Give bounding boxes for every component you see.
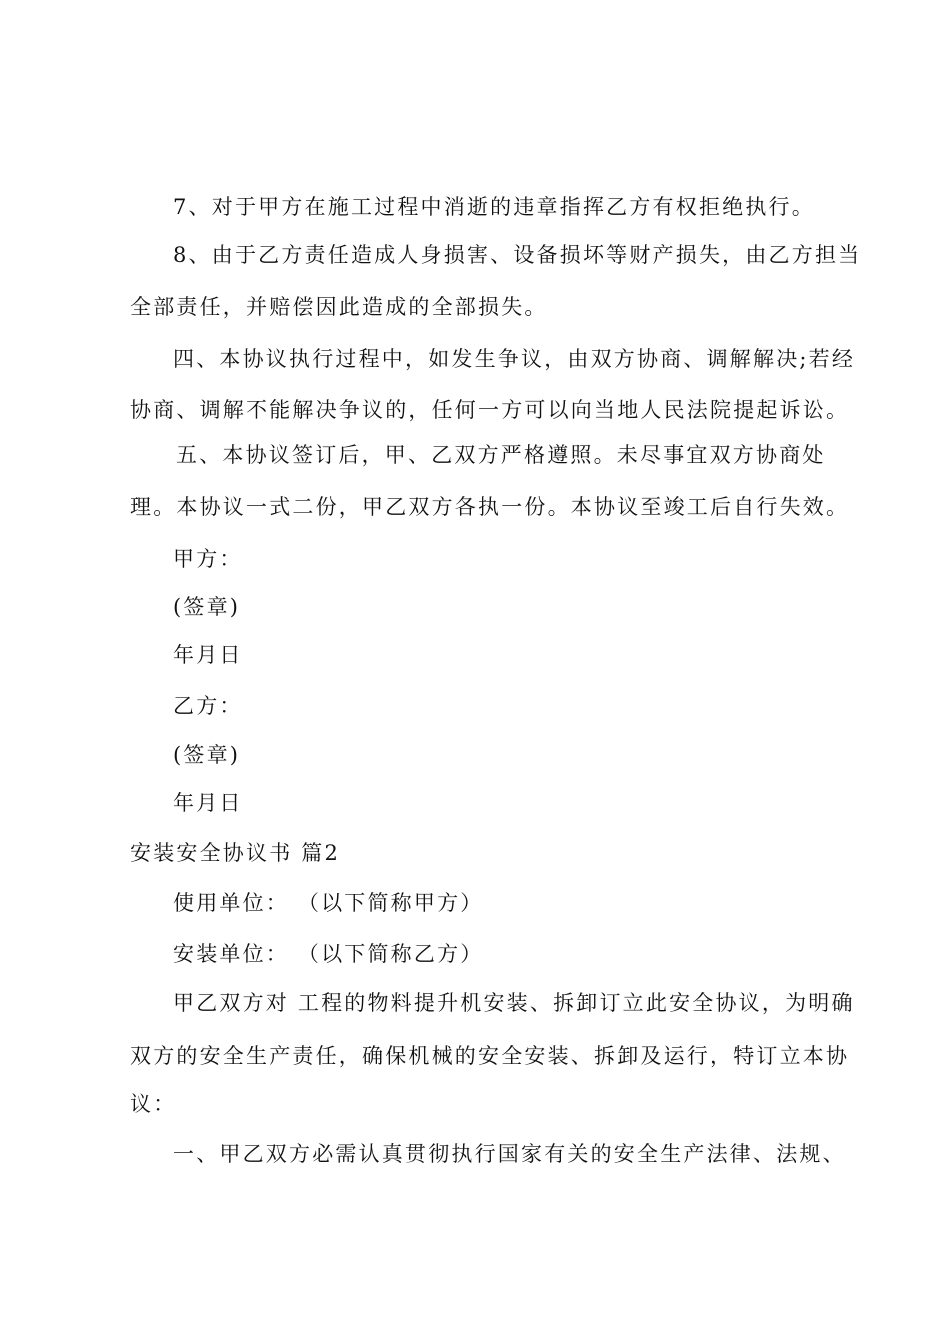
party-a-seal: (签章) (173, 595, 241, 619)
section-4-line-1: 四、本协议执行过程中，如发生争议，由双方协商、调解解决;若经 (173, 347, 856, 371)
user-unit-line: 使用单位： （以下简称甲方） (173, 891, 484, 915)
section-5-line-1: 五、本协议签订后，甲、乙双方严格遵照。未尽事宜双方协商处 (176, 443, 826, 467)
installer-unit-line: 安装单位： （以下简称乙方） (173, 942, 484, 966)
clause-1-line-1: 一、甲乙双方必需认真贯彻执行国家有关的安全生产法律、法规、 (173, 1142, 846, 1166)
agreement-intro-line-2: 双方的安全生产责任，确保机械的安全安装、拆卸及运行，特订立本协 (130, 1044, 850, 1068)
party-a-label: 甲方： (173, 547, 243, 571)
party-b-seal: (签章) (173, 743, 241, 767)
section-heading: 安装安全协议书 篇2 (130, 841, 341, 865)
party-a-date: 年月日 (173, 643, 243, 667)
clause-8-line-2: 全部责任，并赔偿因此造成的全部损失。 (130, 295, 548, 319)
section-5-line-2: 理。本协议一式二份，甲乙双方各执一份。本协议至竣工后自行失效。 (130, 495, 850, 519)
section-4-line-2: 协商、调解不能解决争议的，任何一方可以向当地人民法院提起诉讼。 (130, 398, 850, 422)
agreement-intro-line-3: 议： (130, 1092, 177, 1116)
party-b-label: 乙方： (173, 694, 243, 718)
clause-7-line: 7、对于甲方在施工过程中消逝的违章指挥乙方有权拒绝执行。 (173, 195, 815, 219)
party-b-date: 年月日 (173, 791, 243, 815)
agreement-intro-line-1: 甲乙双方对 工程的物料提升机安装、拆卸订立此安全协议，为明确 (173, 991, 855, 1015)
clause-8-line-1: 8、由于乙方责任造成人身损害、设备损坏等财产损失，由乙方担当 (173, 243, 862, 267)
